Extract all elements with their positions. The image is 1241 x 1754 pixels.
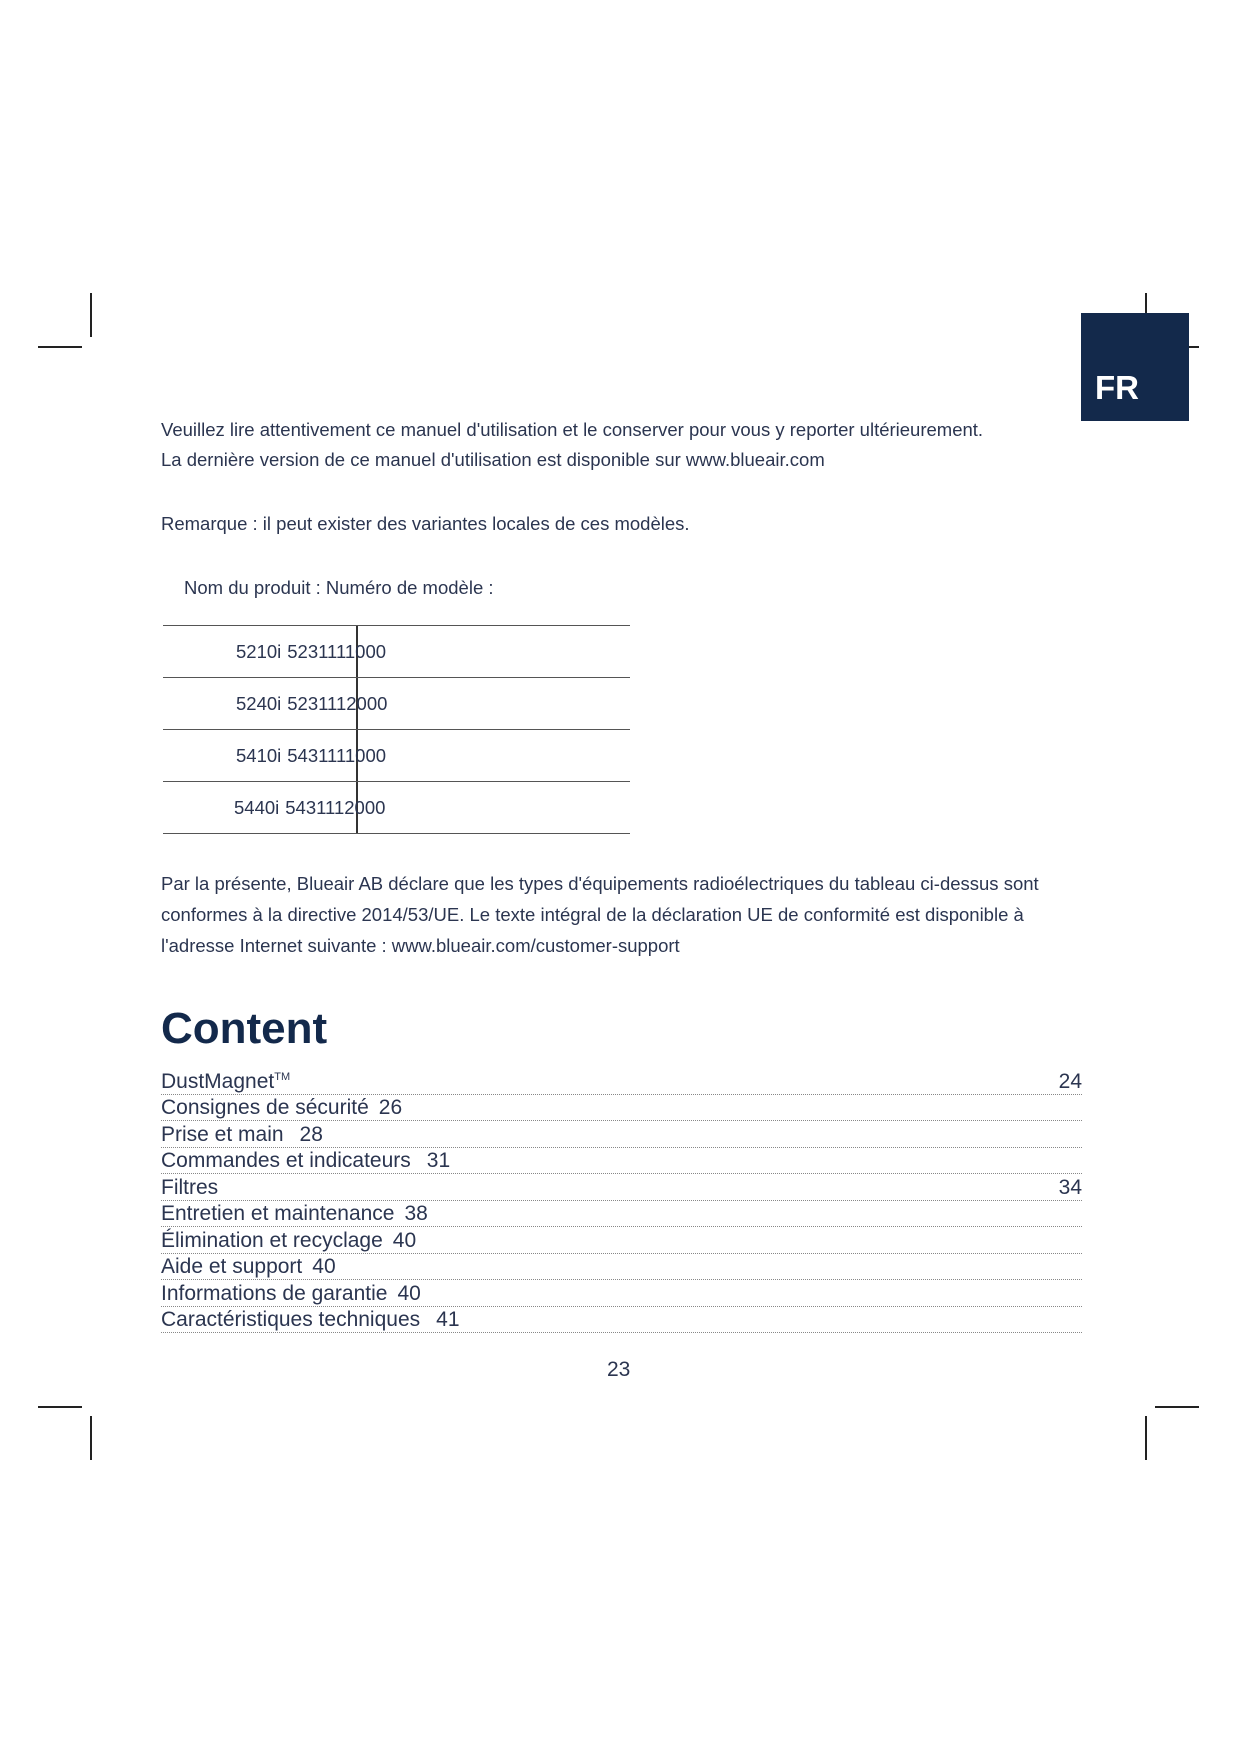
- toc-label: Aide et support: [161, 1255, 303, 1278]
- variants-note: Remarque : il peut exister des variantes locales de ces modèles.: [161, 513, 690, 534]
- toc-page: 40: [392, 1228, 417, 1252]
- toc-item[interactable]: [161, 1201, 1082, 1228]
- model-number: 5431111000: [287, 744, 387, 766]
- crop-mark: [1155, 1406, 1199, 1408]
- toc-page: 40: [312, 1255, 336, 1278]
- crop-mark: [38, 1406, 82, 1408]
- model-name: 5210i: [236, 640, 282, 662]
- toc-item[interactable]: [161, 1280, 1082, 1307]
- toc-label: DustMagnet™: [161, 1069, 291, 1093]
- toc-label: Consignes de sécurité: [161, 1096, 369, 1119]
- model-table: [163, 625, 630, 834]
- toc-page: 28: [299, 1122, 323, 1146]
- crop-mark: [90, 1416, 92, 1460]
- toc-item[interactable]: [161, 1095, 1082, 1122]
- model-number: 5231112000: [287, 692, 388, 714]
- toc-label: Caractéristiques techniques: [161, 1308, 421, 1331]
- model-table-header: Nom du produit : Numéro de modèle :: [184, 577, 494, 598]
- table-row: [163, 626, 630, 678]
- trademark-sup: TM: [274, 1070, 291, 1083]
- toc-page: 38: [404, 1202, 428, 1225]
- toc-item[interactable]: [161, 1254, 1082, 1281]
- table-row: [163, 678, 630, 730]
- toc-label: Élimination et recyclage: [161, 1228, 383, 1252]
- crop-mark: [1145, 1416, 1147, 1460]
- toc-page: 40: [397, 1281, 421, 1305]
- crop-mark: [90, 293, 92, 337]
- table-row: [163, 782, 630, 834]
- toc-label: Prise et main: [161, 1122, 284, 1146]
- intro-text: [161, 415, 983, 475]
- intro-line-2: La dernière version de ce manuel d'utilisation est disponible sur www.blueair.com: [161, 449, 825, 470]
- toc-item[interactable]: [161, 1227, 1082, 1254]
- conformity-declaration: Par la présente, Blueair AB déclare que les types d'équipements radioélectriques du tableau ci-dessus sont conformes à la directive 2014/53/UE. Le texte intégral de la déclaration UE de conformité est disponible à l'adresse Internet suivante : www.blueair.com/customer-support: [161, 873, 1039, 956]
- toc-label: Commandes et indicateurs: [161, 1149, 411, 1172]
- model-number: 5231111000: [287, 640, 387, 662]
- toc-item[interactable]: [161, 1174, 1082, 1201]
- model-name: 5410i: [236, 744, 282, 766]
- toc-page: 41: [436, 1308, 460, 1331]
- model-number: 5431112000: [285, 796, 386, 818]
- intro-line-1: Veuillez lire attentivement ce manuel d'utilisation et le conserver pour vous y reporter ultérieurement.: [161, 419, 984, 440]
- table-of-contents: [161, 1068, 1082, 1333]
- toc-label: Filtres: [161, 1175, 219, 1199]
- table-row: [163, 730, 630, 782]
- toc-item[interactable]: [161, 1307, 1082, 1334]
- model-name: 5440i: [234, 796, 280, 818]
- toc-page: 24: [1058, 1069, 1082, 1093]
- toc-page: 31: [426, 1149, 451, 1172]
- toc-page: 34: [1058, 1175, 1082, 1199]
- toc-item[interactable]: [161, 1148, 1082, 1175]
- page-number: 23: [607, 1358, 631, 1381]
- toc-page: 26: [378, 1096, 403, 1119]
- language-tab: [1081, 313, 1189, 421]
- toc-label: Entretien et maintenance: [161, 1202, 395, 1225]
- model-name: 5240i: [236, 692, 282, 714]
- toc-item[interactable]: [161, 1068, 1082, 1095]
- crop-mark: [38, 346, 82, 348]
- content-title: Content: [161, 1004, 328, 1053]
- language-label: FR: [1095, 369, 1139, 406]
- toc-label: Informations de garantie: [161, 1281, 388, 1305]
- toc-item[interactable]: [161, 1121, 1082, 1148]
